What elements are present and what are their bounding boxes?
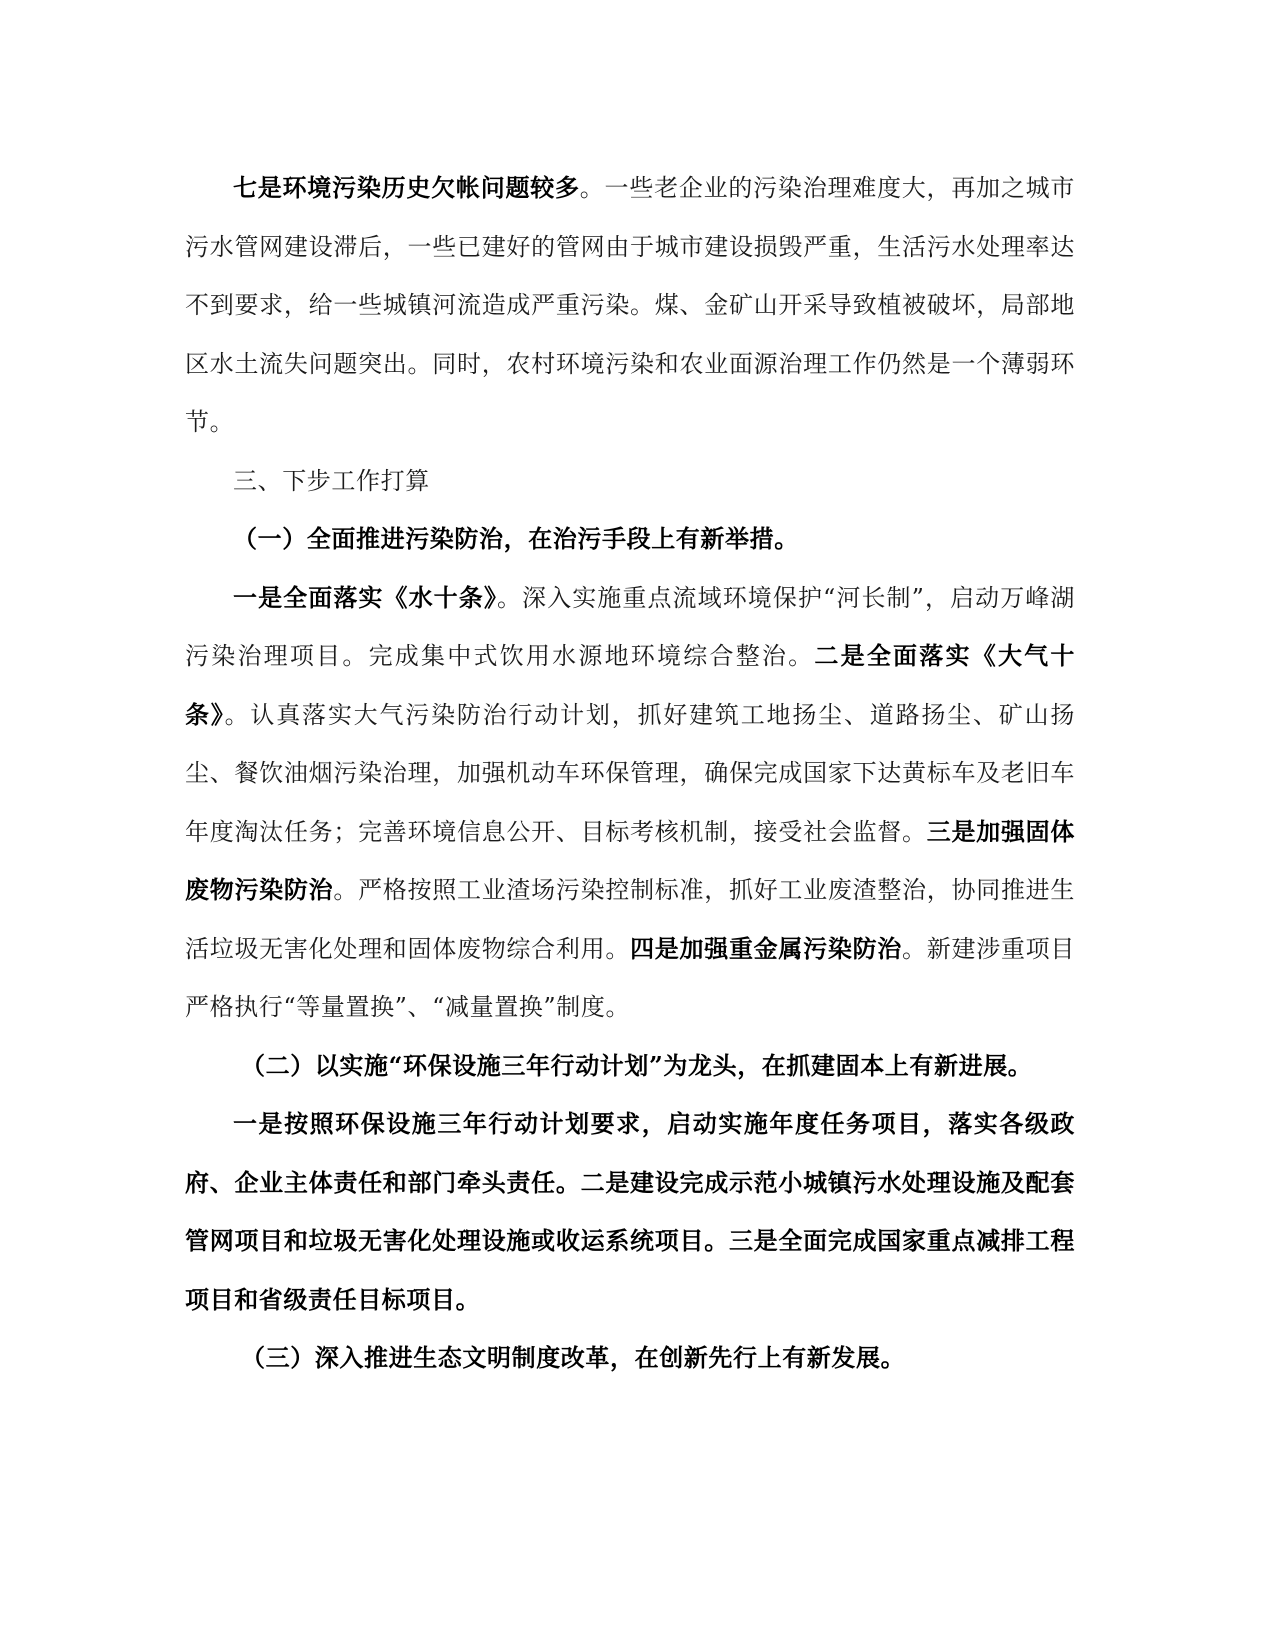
subsection-heading-3 (185, 1329, 1075, 1388)
subsection-heading-2-text: （二）以实施“环保设施三年行动计划”为龙头，在抓建固本上有新进展。 (241, 1050, 1033, 1080)
paragraph-text-water: 。深入实施重点流域环境保护“河长制”，启动万峰湖污染治理项目。完成集中式饮用水源地环境综合整治。 (185, 583, 1076, 670)
paragraph-text: 。一些老企业的污染治理难度大，再加之城市污水管网建设滞后，一些已建好的管网由于城市建设损毁严重，生活污水处理率达不到要求，给一些城镇河流造成严重污染。煤、金矿山开采导致植被破坏，局部地区水土流失问题突出。同时，农村环境污染和农业面源治理工作仍然是一个薄弱环节。 (185, 174, 1076, 436)
paragraph-lead: 七是环境污染历史欠帐问题较多 (233, 173, 580, 202)
paragraph-three-year-plan-text: 一是按照环保设施三年行动计划要求，启动实施年度任务项目，落实各级政府、企业主体责任和部门牵头责任。二是建设完成示范小城镇污水处理设施及配套管网项目和垃圾无害化处理设施或收运系统项目。三是全面完成国家重点减排工程项目和省级责任目标项目。 (185, 1109, 1075, 1314)
subsection-heading-1-text: （一）全面推进污染防治，在治污手段上有新举措。 (233, 524, 799, 553)
subsection-heading-1 (185, 510, 1075, 569)
paragraph-pollution-legacy (185, 159, 1075, 452)
paragraph-pollution-control (185, 569, 1075, 1037)
paragraph-lead-solid-waste: 三是加强固体废物污染防治 (185, 816, 1075, 904)
paragraph-lead-air: 二是全面落实《大气十条》 (185, 641, 1075, 729)
document-body (185, 159, 1075, 1388)
paragraph-three-year-plan (185, 1095, 1075, 1329)
paragraph-text-heavy-metal: 。新建涉重项目严格执行“等量置换”、“减量置换”制度。 (185, 934, 1075, 1021)
subsection-heading-3-text: （三）深入推进生态文明制度改革，在创新先行上有新发展。 (241, 1343, 906, 1372)
section-heading-next-steps: 三、下步工作打算 (233, 466, 430, 495)
paragraph-lead-heavy-metal: 四是加强重金属污染防治 (630, 933, 903, 963)
paragraph-text-solid-waste: 。严格按照工业渣场污染控制标准，抓好工业废渣整治，协同推进生活垃圾无害化处理和固体废物综合利用。 (185, 876, 1075, 963)
paragraph-text-air: 。认真落实大气污染防治行动计划，抓好建筑工地扬尘、道路扬尘、矿山扬尘、餐饮油烟污染治理，加强机动车环保管理，确保完成国家下达黄标车及老旧车年度淘汰任务；完善环境信息公开、目标考核机制，接受社会监督。 (185, 700, 1075, 846)
paragraph-lead-water: 一是全面落实《水十条》 (233, 582, 497, 612)
subsection-heading-2 (185, 1037, 1075, 1096)
